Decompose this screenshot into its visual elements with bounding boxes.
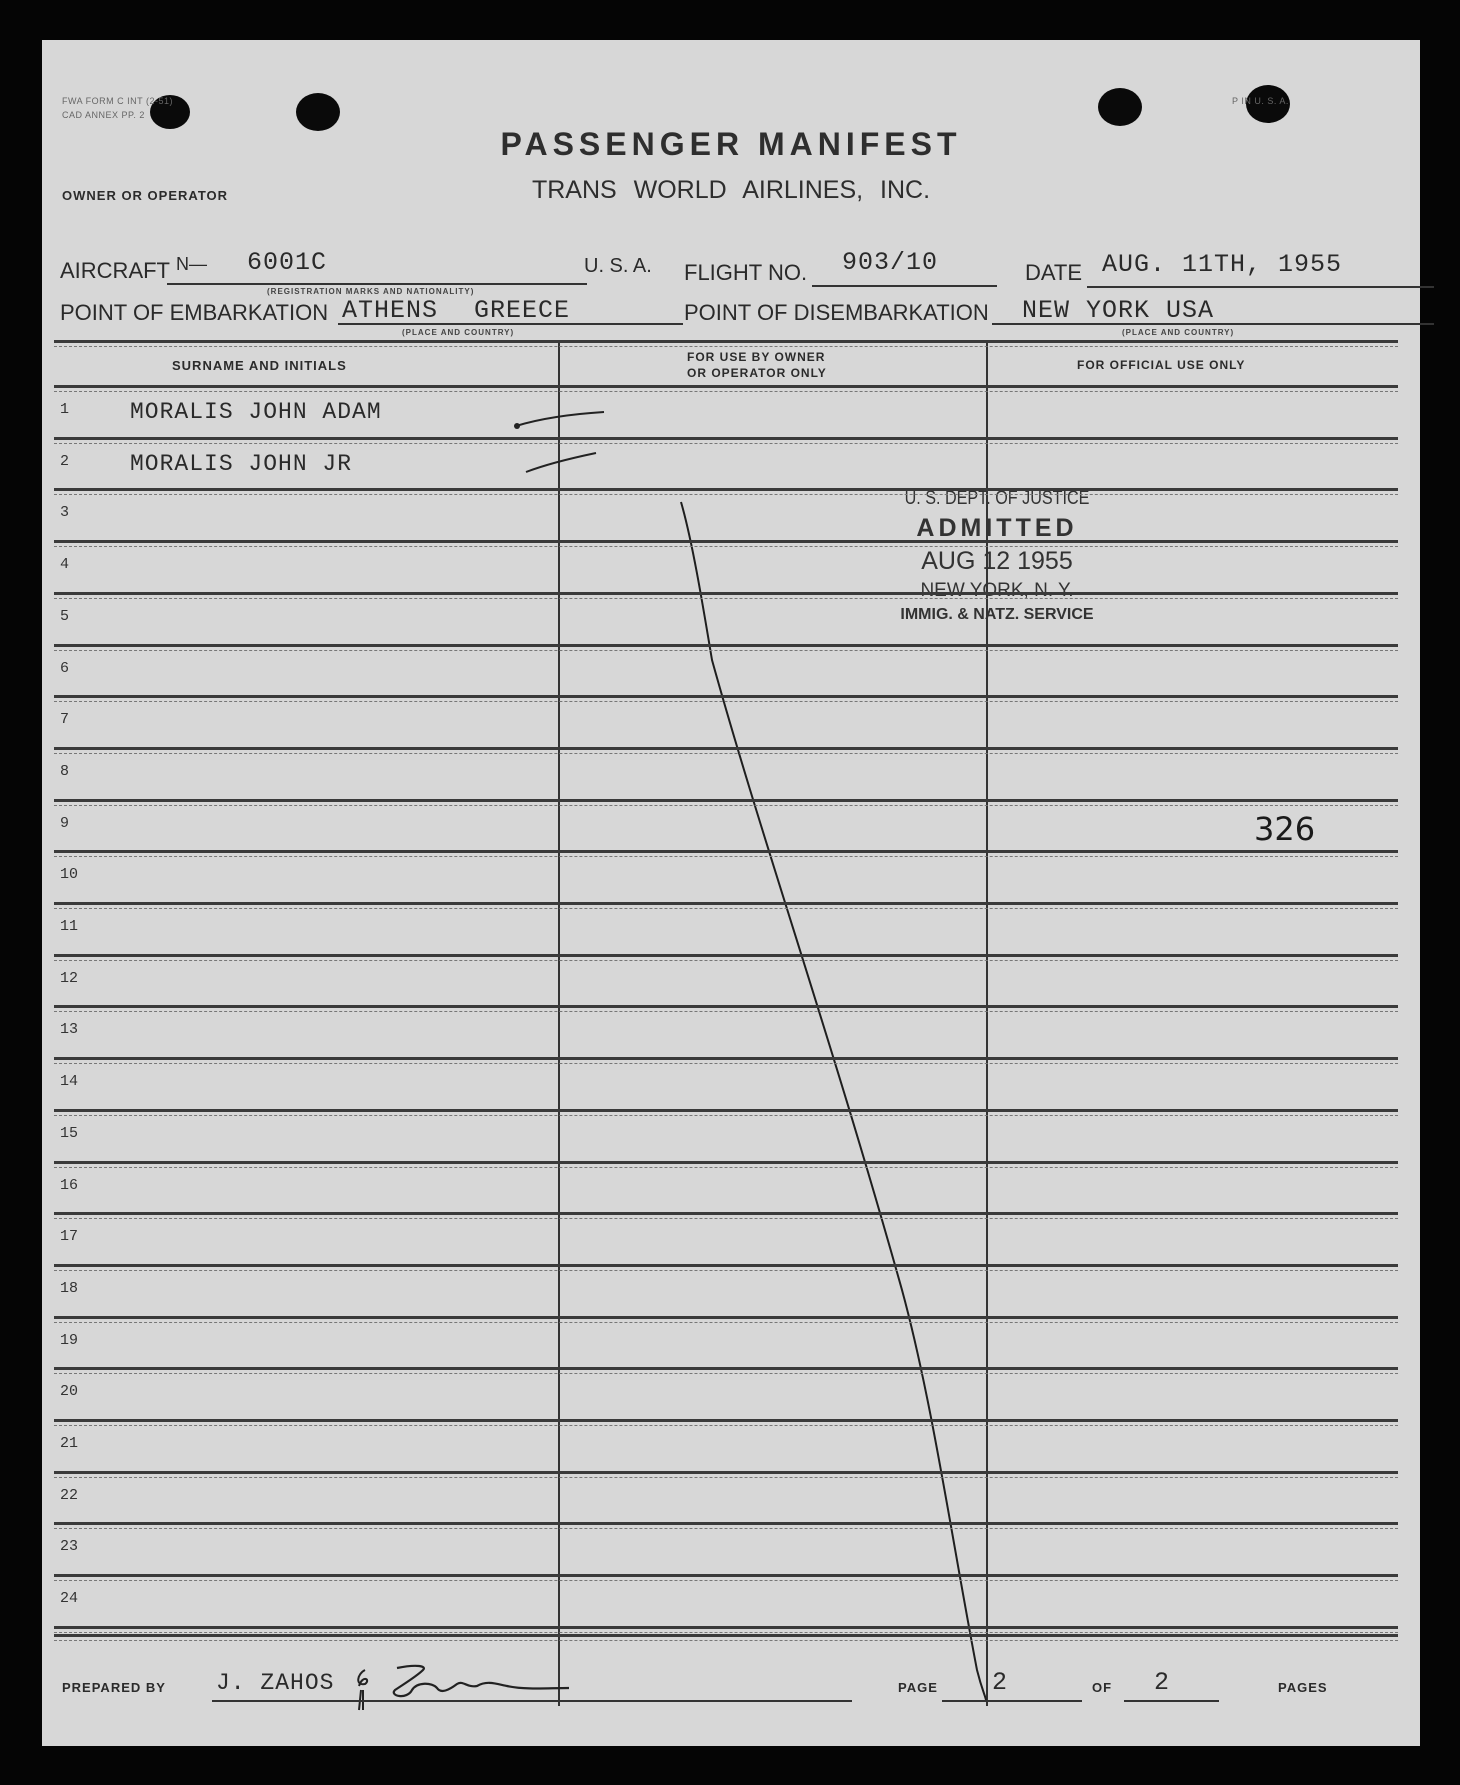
table-row-rule xyxy=(54,954,1398,957)
handwritten-number: 326 xyxy=(1254,810,1316,848)
preparer-signature xyxy=(337,1660,577,1715)
stamp-line-city: NEW YORK, N. Y. xyxy=(920,580,1074,601)
page-title: PASSENGER MANIFEST xyxy=(500,126,962,162)
embarkation-caption: (PLACE AND COUNTRY) xyxy=(402,328,515,337)
admission-stamp xyxy=(847,488,1147,624)
row-number: 11 xyxy=(60,918,79,935)
row-number: 18 xyxy=(60,1279,79,1297)
table-header-rule xyxy=(54,385,1398,388)
row-number: 8 xyxy=(60,762,70,780)
prepared-by-label: PREPARED BY xyxy=(62,1680,166,1695)
flight-date: AUG. 11TH, 1955 xyxy=(1102,250,1343,279)
cancellation-line xyxy=(42,40,1420,1746)
table-row-rule xyxy=(54,1161,1398,1164)
row-number: 4 xyxy=(60,556,70,574)
table-row-rule xyxy=(54,1522,1398,1525)
table-row-rule xyxy=(54,902,1398,905)
row-number: 22 xyxy=(60,1486,79,1504)
row-number: 5 xyxy=(60,607,70,625)
official-use-column-header: FOR OFFICIAL USE ONLY xyxy=(1077,358,1246,372)
row-number: 23 xyxy=(60,1538,79,1556)
row-number: 10 xyxy=(60,866,79,884)
company-name: TRANS WORLD AIRLINES, INC. xyxy=(531,176,931,204)
row-number: 19 xyxy=(60,1331,79,1349)
flight-number: 903/10 xyxy=(842,248,939,277)
table-top-rule xyxy=(54,340,1398,343)
owner-use-column-header-1: FOR USE BY OWNER xyxy=(687,350,826,364)
manifest-sheet xyxy=(42,40,1420,1746)
row-number: 17 xyxy=(60,1228,79,1246)
table-row-rule xyxy=(54,437,1398,440)
passenger-name: MORALIS JOHN ADAM xyxy=(130,399,382,425)
row-number: 12 xyxy=(60,969,79,987)
date-label: DATE xyxy=(1025,260,1083,285)
of-label: OF xyxy=(1092,1680,1113,1695)
table-row-rule xyxy=(54,644,1398,647)
owner-use-column-header-2: OR OPERATOR ONLY xyxy=(687,366,827,380)
table-row-rule xyxy=(54,747,1398,750)
table-row-rule xyxy=(54,1264,1398,1267)
stamp-line-service: IMMIG. & NATZ. SERVICE xyxy=(900,606,1094,623)
table-row-rule xyxy=(54,799,1398,802)
row-number: 21 xyxy=(60,1435,79,1452)
table-row-rule xyxy=(54,488,1398,491)
table-row-rule xyxy=(54,695,1398,698)
page-underline xyxy=(942,1700,1082,1702)
row-number: 7 xyxy=(60,711,70,729)
table-row-rule xyxy=(54,1471,1398,1474)
row-number: 20 xyxy=(60,1383,79,1401)
row-number: 13 xyxy=(60,1021,79,1039)
table-row-rule xyxy=(54,540,1398,543)
aircraft-registration: 6001C xyxy=(247,248,328,277)
table-row-rule xyxy=(54,850,1398,853)
disembarkation-label: POINT OF DISEMBARKATION xyxy=(684,300,989,325)
form-annex: CAD ANNEX PP. 2 xyxy=(62,110,145,120)
page-number: 2 xyxy=(992,1668,1009,1697)
table-row-rule xyxy=(54,1574,1398,1577)
table-row-rule xyxy=(54,1419,1398,1422)
embarkation-value: ATHENS GREECE xyxy=(342,296,571,325)
disembarkation-value: NEW YORK USA xyxy=(1022,296,1215,325)
printed-in: P IN U. S. A. xyxy=(1232,96,1289,106)
row-number: 15 xyxy=(60,1124,79,1142)
row-number: 1 xyxy=(60,401,70,418)
table-row-rule xyxy=(54,1626,1398,1629)
disembarkation-caption: (PLACE AND COUNTRY) xyxy=(1122,328,1235,337)
row-number: 6 xyxy=(60,659,70,677)
total-pages-underline xyxy=(1124,1700,1219,1702)
stamp-line-admitted: ADMITTED xyxy=(916,514,1078,542)
row-number: 24 xyxy=(60,1590,79,1608)
aircraft-label: AIRCRAFT xyxy=(60,258,170,283)
table-row-rule xyxy=(54,1057,1398,1060)
owner-operator-label: OWNER OR OPERATOR xyxy=(62,188,229,203)
total-pages: 2 xyxy=(1154,1668,1171,1697)
table-row-rule xyxy=(54,1005,1398,1008)
table-row-rule xyxy=(54,1316,1398,1319)
aircraft-prefix: N— xyxy=(176,254,207,274)
aircraft-nationality: U. S. A. xyxy=(584,255,652,277)
row-number: 14 xyxy=(60,1073,79,1091)
stamp-line-date: AUG 12 1955 xyxy=(921,547,1073,575)
pages-label: PAGES xyxy=(1278,1680,1328,1695)
embarkation-label: POINT OF EMBARKATION xyxy=(60,300,329,325)
passenger-name: MORALIS JOHN JR xyxy=(130,450,353,477)
row-number: 16 xyxy=(60,1176,79,1194)
prepared-by-name: J. ZAHOS xyxy=(216,1670,335,1696)
aircraft-caption: (REGISTRATION MARKS AND NATIONALITY) xyxy=(267,287,475,296)
stamp-line-dept: U. S. DEPT. OF JUSTICE xyxy=(904,488,1090,509)
table-row-rule xyxy=(54,1212,1398,1215)
table-row-rule xyxy=(54,1109,1398,1112)
row-number: 2 xyxy=(60,452,70,470)
table-row-rule xyxy=(54,592,1398,595)
flight-label: FLIGHT NO. xyxy=(684,260,808,285)
form-number: FWA FORM C INT (2-51) xyxy=(62,96,174,106)
row-number: 9 xyxy=(60,814,70,832)
row-number: 3 xyxy=(60,504,70,522)
prepared-by-underline xyxy=(212,1700,852,1702)
table-bottom-rule xyxy=(54,1634,1398,1637)
page-label: PAGE xyxy=(898,1680,938,1695)
surname-column-header: SURNAME AND INITIALS xyxy=(172,358,347,373)
table-row-rule xyxy=(54,1367,1398,1370)
